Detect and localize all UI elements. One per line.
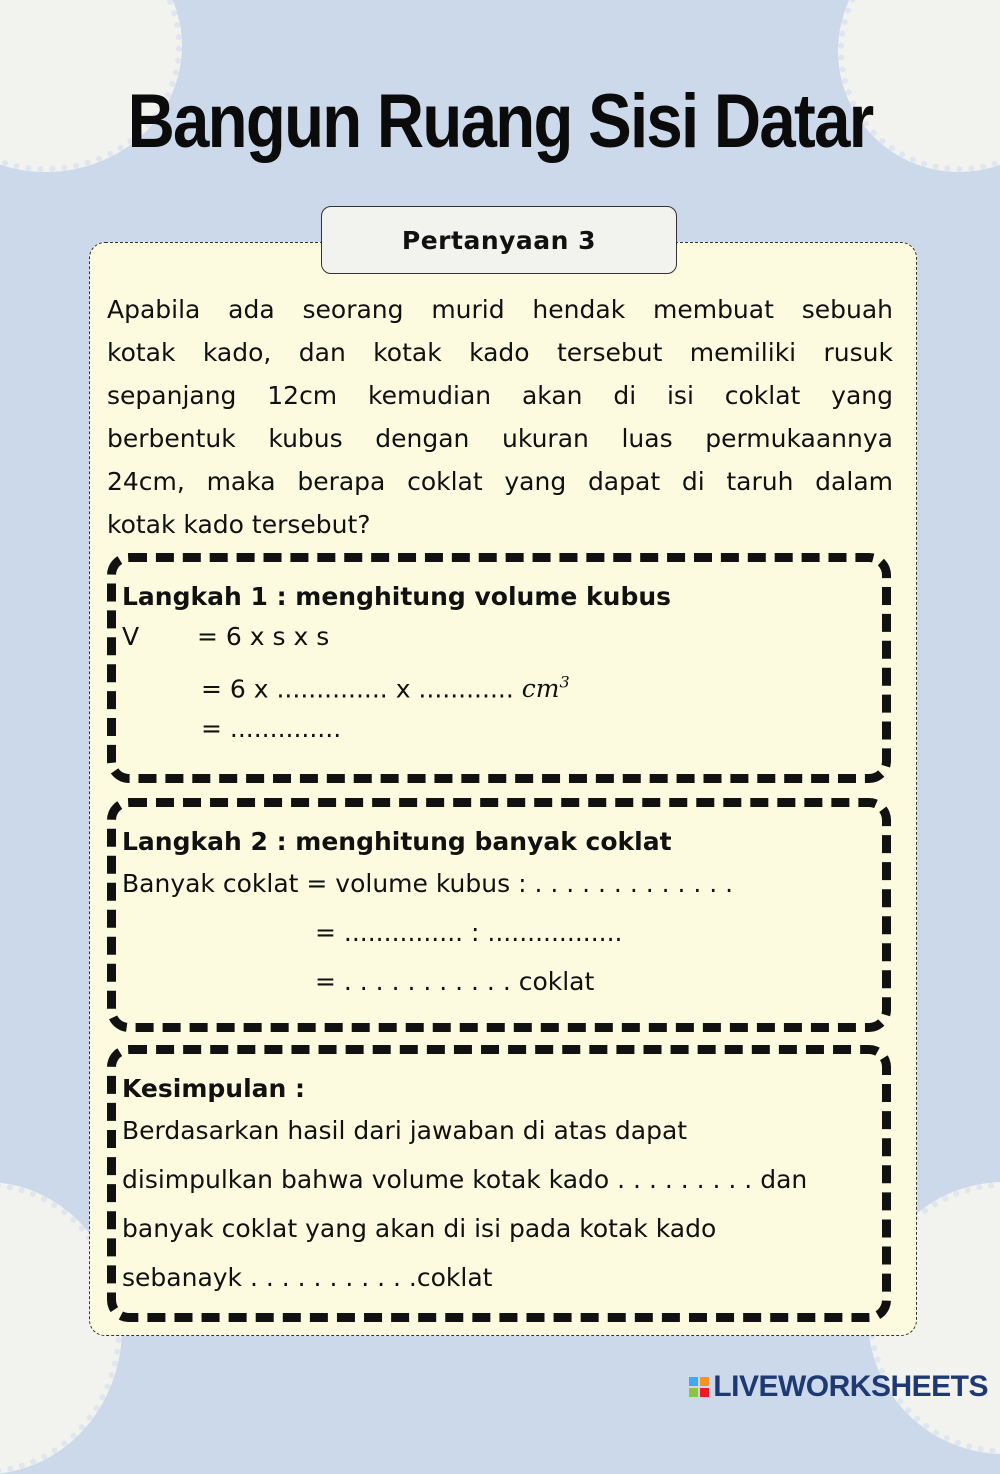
conclusion-heading: Kesimpulan :	[122, 1074, 306, 1103]
step1-formula: = 6 x s x s	[197, 622, 330, 651]
conclusion-line: banyak coklat yang akan di isi pada kotak kado	[122, 1214, 717, 1243]
step1-line	[122, 660, 882, 706]
step2-box	[107, 798, 891, 1032]
question-line: berbentuk kubus dengan ukuran luas permukaannya	[107, 424, 893, 453]
step1-heading: Langkah 1 : menghitung volume kubus	[122, 582, 672, 611]
question-tab: Pertanyaan 3	[321, 206, 677, 274]
step2-line	[122, 859, 882, 908]
step1-label: V	[122, 622, 140, 651]
step1-line	[122, 706, 882, 752]
brand-text: LIVEWORKSHEETS	[713, 1370, 988, 1403]
step2-line	[122, 908, 882, 957]
step1-unit: $cm^3$	[521, 673, 570, 704]
conclusion-line[interactable]: sebanayk . . . . . . . . . . .coklat	[122, 1263, 493, 1292]
step1-substitution-text: = 6 x .............. x ............	[201, 674, 514, 704]
step1-line	[122, 614, 882, 660]
step2-line	[122, 957, 882, 1006]
step2-answer-blank[interactable]: = . . . . . . . . . . . coklat	[315, 967, 595, 996]
question-line: Apabila ada seorang murid hendak membuat sebuah	[107, 295, 893, 324]
step1-box	[107, 553, 891, 783]
conclusion-line: Berdasarkan hasil dari jawaban di atas dapat	[122, 1116, 688, 1145]
liveworksheets-logo	[689, 1370, 988, 1404]
liveworksheets-icon	[689, 1377, 709, 1397]
conclusion-line[interactable]: disimpulkan bahwa volume kotak kado . . . . . . . . . dan	[122, 1165, 808, 1194]
question-line: sepanjang 12cm kemudian akan di isi coklat yang	[107, 381, 893, 410]
step1-answer-blank[interactable]: = ..............	[201, 714, 342, 743]
page-title: Bangun Ruang Sisi Datar	[127, 79, 873, 164]
step2-division-blank[interactable]: = ............... : .................	[315, 918, 623, 947]
step2-formula[interactable]: Banyak coklat = volume kubus : . . . . . . . . . . . . .	[122, 869, 734, 898]
question-line: kotak kado tersebut?	[107, 510, 371, 539]
question-text	[107, 288, 893, 546]
step2-heading: Langkah 2 : menghitung banyak coklat	[122, 827, 672, 856]
step1-substitution[interactable]	[201, 660, 570, 712]
question-line: 24cm, maka berapa coklat yang dapat di taruh dalam	[107, 467, 893, 496]
question-line: kotak kado, dan kotak kado tersebut memiliki rusuk	[107, 338, 893, 367]
conclusion-box	[107, 1045, 891, 1322]
